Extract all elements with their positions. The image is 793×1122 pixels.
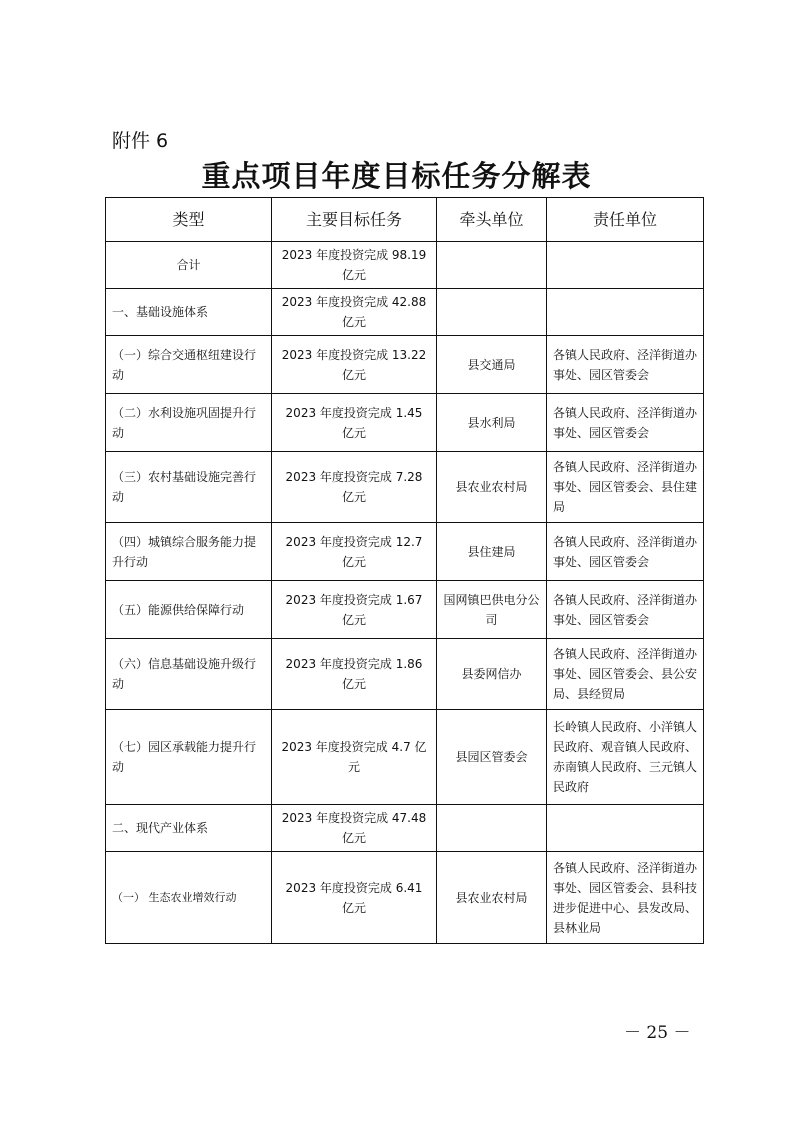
- cell-type: （五）能源供给保障行动: [106, 581, 272, 639]
- cell-resp: 各镇人民政府、泾洋街道办事处、园区管委会、县住建局: [547, 452, 704, 523]
- cell-lead: 县农业农村局: [437, 852, 547, 944]
- cell-resp: 各镇人民政府、泾洋街道办事处、园区管委会、县科技进步促进中心、县发改局、县林业局: [547, 852, 704, 944]
- cell-resp: 各镇人民政府、泾洋街道办事处、园区管委会: [547, 523, 704, 581]
- page-number: － 25 －: [624, 1023, 691, 1043]
- cell-resp: 长岭镇人民政府、小洋镇人民政府、观音镇人民政府、赤南镇人民政府、三元镇人民政府: [547, 710, 704, 805]
- cell-type: （七）园区承载能力提升行动: [106, 710, 272, 805]
- cell-task: 2023 年度投资完成 13.22 亿元: [272, 336, 437, 394]
- cell-type: 二、现代产业体系: [106, 805, 272, 852]
- cell-task: 2023 年度投资完成 42.88 亿元: [272, 289, 437, 336]
- cell-type: （一） 生态农业增效行动: [106, 852, 272, 944]
- document-title: 重点项目年度目标任务分解表: [201, 159, 592, 193]
- table-row: [106, 289, 704, 336]
- cell-task: 2023 年度投资完成 6.41 亿元: [272, 852, 437, 944]
- cell-task: 2023 年度投资完成 4.7 亿元: [272, 710, 437, 805]
- table-row: [106, 581, 704, 639]
- table-row: [106, 805, 704, 852]
- cell-type: （一）综合交通枢纽建设行动: [106, 336, 272, 394]
- column-header-resp: 责任单位: [547, 198, 704, 242]
- cell-lead: 县住建局: [437, 523, 547, 581]
- cell-type: 一、基础设施体系: [106, 289, 272, 336]
- table-header-row: [106, 198, 704, 242]
- cell-task: 2023 年度投资完成 98.19 亿元: [272, 242, 437, 289]
- cell-resp: [547, 805, 704, 852]
- column-header-type: 类型: [106, 198, 272, 242]
- cell-lead: [437, 289, 547, 336]
- cell-lead: 县水利局: [437, 394, 547, 452]
- cell-task: 2023 年度投资完成 1.67 亿元: [272, 581, 437, 639]
- table-row: [106, 336, 704, 394]
- attachment-label: 附件 6: [112, 130, 169, 152]
- column-header-lead: 牵头单位: [437, 198, 547, 242]
- cell-resp: [547, 289, 704, 336]
- cell-resp: 各镇人民政府、泾洋街道办事处、园区管委会: [547, 581, 704, 639]
- cell-task: 2023 年度投资完成 47.48 亿元: [272, 805, 437, 852]
- cell-lead: 国网镇巴供电分公司: [437, 581, 547, 639]
- cell-type: （二）水利设施巩固提升行动: [106, 394, 272, 452]
- table-row: [106, 242, 704, 289]
- cell-lead: 县园区管委会: [437, 710, 547, 805]
- column-header-task: 主要目标任务: [272, 198, 437, 242]
- table-row: [106, 710, 704, 805]
- table-row: [106, 852, 704, 944]
- cell-resp: 各镇人民政府、泾洋街道办事处、园区管委会: [547, 394, 704, 452]
- cell-task: 2023 年度投资完成 1.45 亿元: [272, 394, 437, 452]
- task-table: [105, 197, 704, 944]
- cell-type: （六）信息基础设施升级行动: [106, 639, 272, 710]
- cell-resp: 各镇人民政府、泾洋街道办事处、园区管委会、县公安局、县经贸局: [547, 639, 704, 710]
- table-row: [106, 452, 704, 523]
- cell-lead: 县委网信办: [437, 639, 547, 710]
- cell-lead: 县交通局: [437, 336, 547, 394]
- cell-lead: [437, 805, 547, 852]
- cell-resp: 各镇人民政府、泾洋街道办事处、园区管委会: [547, 336, 704, 394]
- cell-lead: [437, 242, 547, 289]
- cell-task: 2023 年度投资完成 1.86 亿元: [272, 639, 437, 710]
- cell-type: 合计: [106, 242, 272, 289]
- cell-type: （三）农村基础设施完善行动: [106, 452, 272, 523]
- cell-task: 2023 年度投资完成 7.28 亿元: [272, 452, 437, 523]
- cell-resp: [547, 242, 704, 289]
- table-row: [106, 523, 704, 581]
- table-row: [106, 639, 704, 710]
- table-row: [106, 394, 704, 452]
- cell-type: （四）城镇综合服务能力提升行动: [106, 523, 272, 581]
- cell-lead: 县农业农村局: [437, 452, 547, 523]
- cell-task: 2023 年度投资完成 12.7 亿元: [272, 523, 437, 581]
